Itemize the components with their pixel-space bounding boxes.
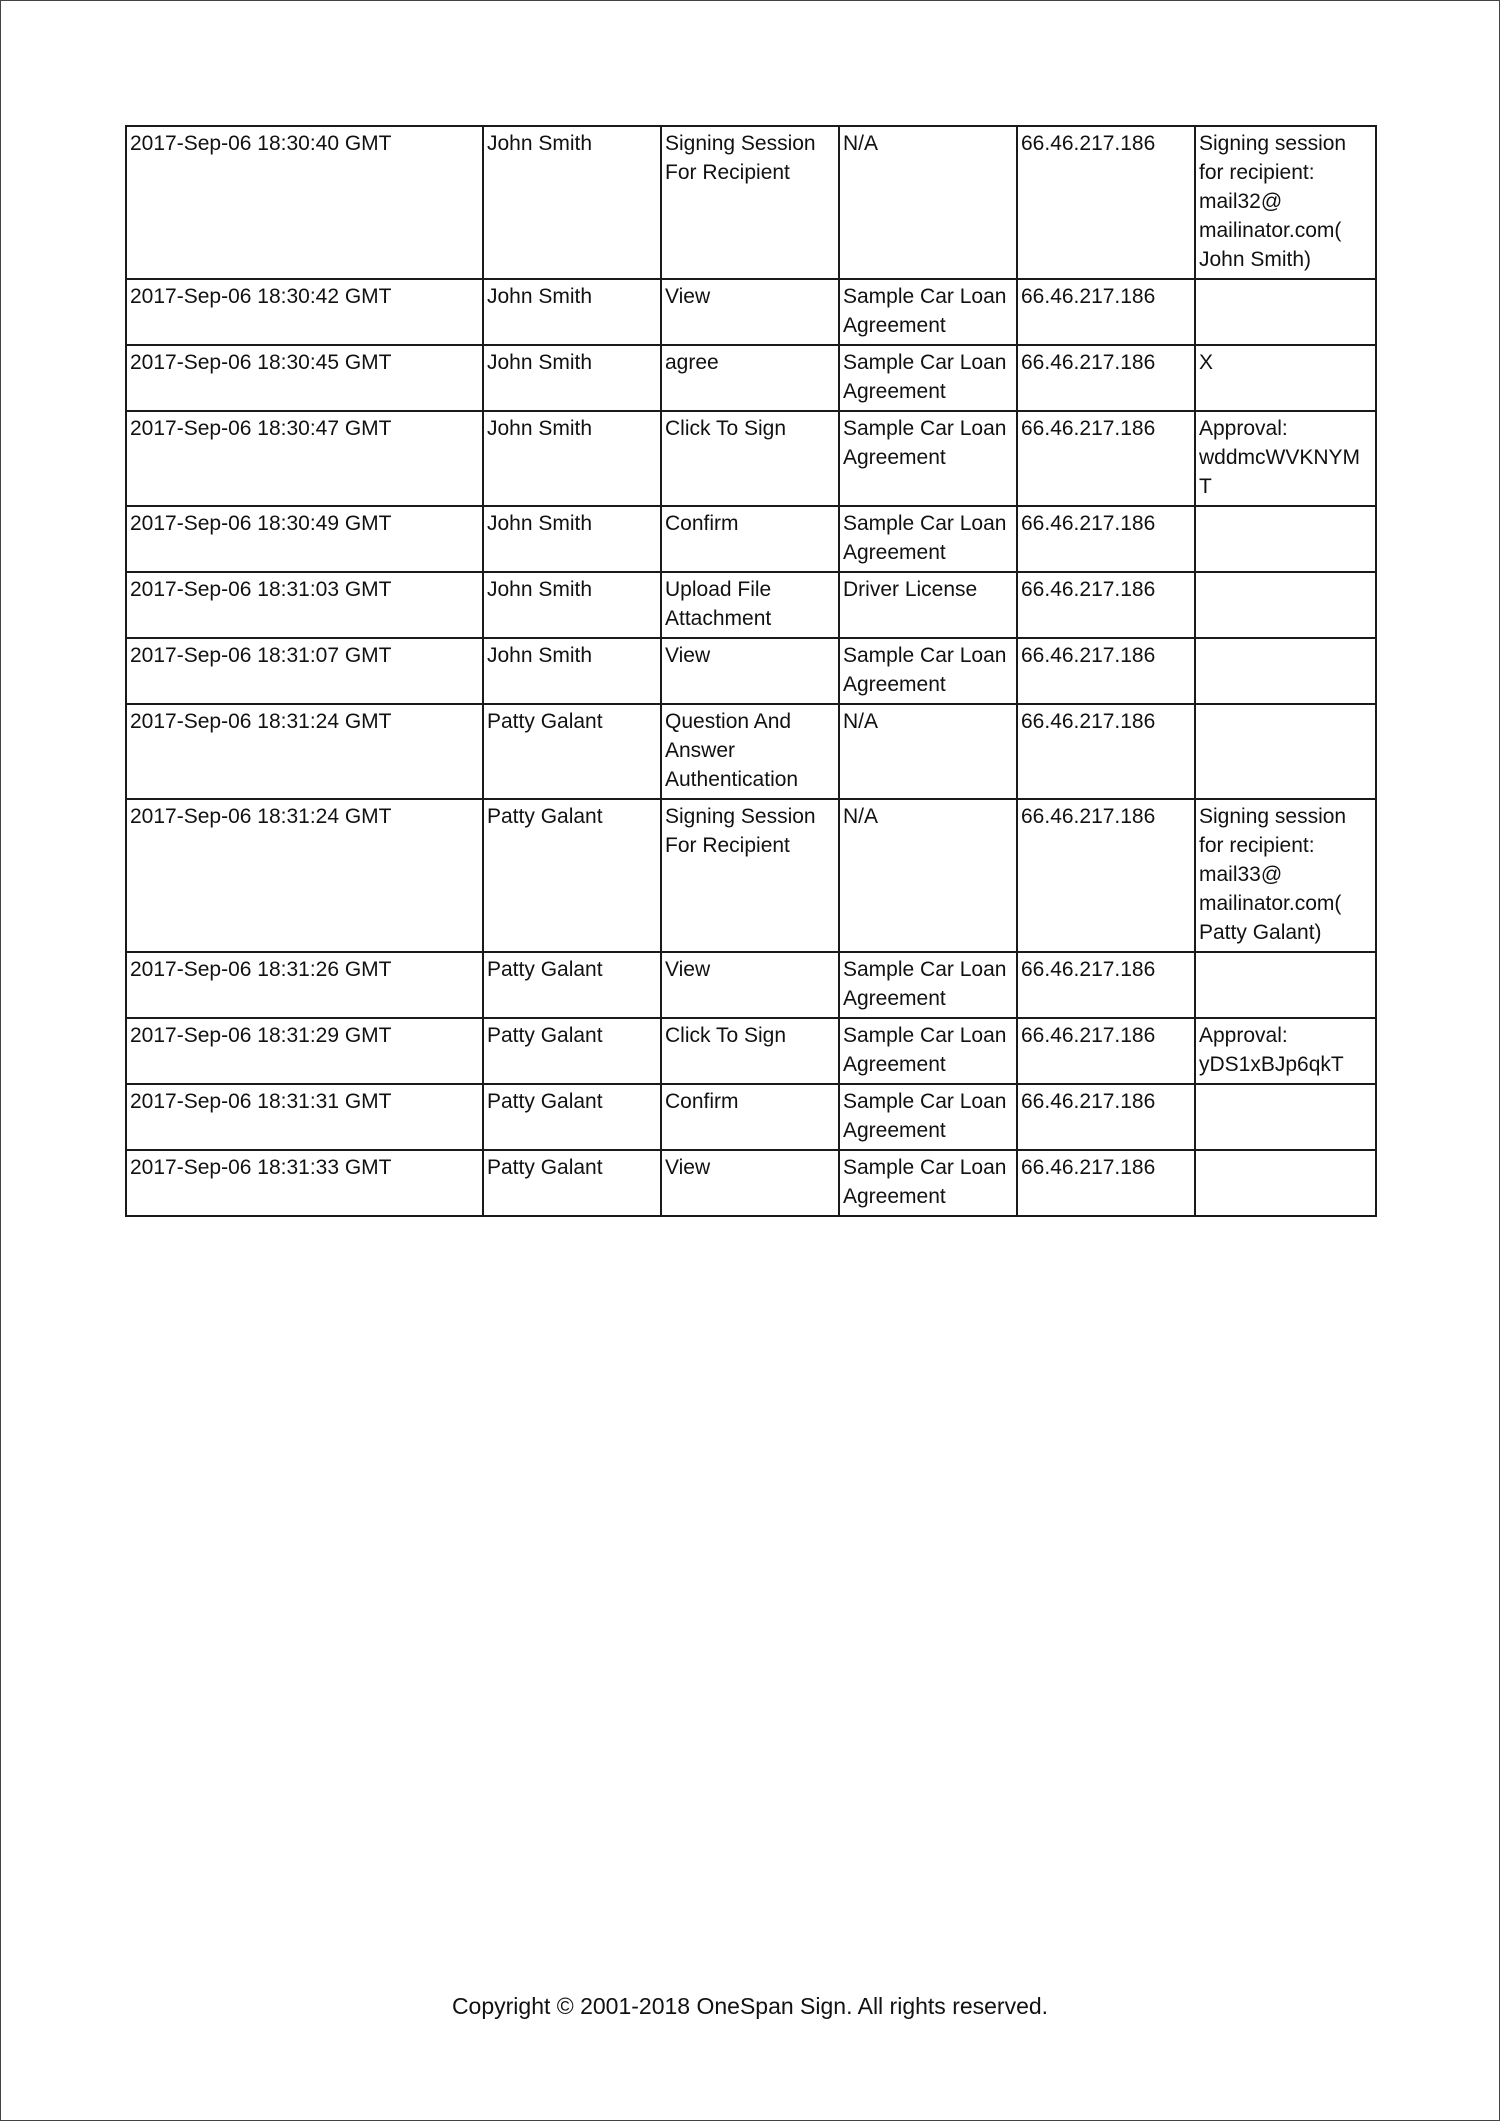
event-cell: Question And Answer Authentication: [661, 704, 839, 799]
table-row: [126, 411, 1376, 506]
date-cell: 2017-Sep-06 18:30:40 GMT: [126, 126, 483, 279]
table-row: [126, 638, 1376, 704]
audit-table-body: [126, 126, 1376, 1216]
document-cell: Sample Car Loan Agreement: [839, 638, 1017, 704]
document-cell: N/A: [839, 799, 1017, 952]
table-row: [126, 506, 1376, 572]
details-cell: [1195, 572, 1376, 638]
document-cell: Sample Car Loan Agreement: [839, 279, 1017, 345]
date-cell: 2017-Sep-06 18:31:24 GMT: [126, 799, 483, 952]
details-cell: [1195, 279, 1376, 345]
event-cell: Signing Session For Recipient: [661, 126, 839, 279]
ip-cell: 66.46.217.186: [1017, 704, 1195, 799]
details-cell: [1195, 506, 1376, 572]
user-cell: John Smith: [483, 411, 661, 506]
details-cell: Approval: yDS1xBJp6qkT: [1195, 1018, 1376, 1084]
user-cell: John Smith: [483, 506, 661, 572]
event-cell: Click To Sign: [661, 411, 839, 506]
ip-cell: 66.46.217.186: [1017, 1150, 1195, 1216]
ip-cell: 66.46.217.186: [1017, 572, 1195, 638]
date-cell: 2017-Sep-06 18:31:03 GMT: [126, 572, 483, 638]
date-cell: 2017-Sep-06 18:30:42 GMT: [126, 279, 483, 345]
ip-cell: 66.46.217.186: [1017, 799, 1195, 952]
document-cell: Sample Car Loan Agreement: [839, 1084, 1017, 1150]
ip-cell: 66.46.217.186: [1017, 1084, 1195, 1150]
ip-cell: 66.46.217.186: [1017, 126, 1195, 279]
document-cell: N/A: [839, 704, 1017, 799]
event-cell: Upload File Attachment: [661, 572, 839, 638]
table-row: [126, 1018, 1376, 1084]
user-cell: John Smith: [483, 279, 661, 345]
date-cell: 2017-Sep-06 18:31:24 GMT: [126, 704, 483, 799]
details-cell: [1195, 1150, 1376, 1216]
table-row: [126, 799, 1376, 952]
details-cell: [1195, 638, 1376, 704]
ip-cell: 66.46.217.186: [1017, 952, 1195, 1018]
copyright-footer: Copyright © 2001-2018 OneSpan Sign. All rights reserved.: [451, 1993, 1049, 2019]
date-cell: 2017-Sep-06 18:31:31 GMT: [126, 1084, 483, 1150]
ip-cell: 66.46.217.186: [1017, 638, 1195, 704]
date-cell: 2017-Sep-06 18:31:07 GMT: [126, 638, 483, 704]
event-cell: View: [661, 952, 839, 1018]
ip-cell: 66.46.217.186: [1017, 279, 1195, 345]
table-row: [126, 952, 1376, 1018]
user-cell: Patty Galant: [483, 1018, 661, 1084]
document-cell: Sample Car Loan Agreement: [839, 952, 1017, 1018]
document-cell: N/A: [839, 126, 1017, 279]
table-row: [126, 572, 1376, 638]
user-cell: Patty Galant: [483, 1084, 661, 1150]
event-cell: Signing Session For Recipient: [661, 799, 839, 952]
details-cell: X: [1195, 345, 1376, 411]
document-cell: Sample Car Loan Agreement: [839, 1150, 1017, 1216]
table-row: [126, 1084, 1376, 1150]
event-cell: Confirm: [661, 1084, 839, 1150]
user-cell: John Smith: [483, 126, 661, 279]
details-cell: [1195, 704, 1376, 799]
document-cell: Sample Car Loan Agreement: [839, 506, 1017, 572]
date-cell: 2017-Sep-06 18:30:47 GMT: [126, 411, 483, 506]
document-cell: Sample Car Loan Agreement: [839, 1018, 1017, 1084]
event-cell: Confirm: [661, 506, 839, 572]
date-cell: 2017-Sep-06 18:31:26 GMT: [126, 952, 483, 1018]
audit-trail-table: [125, 125, 1377, 1217]
details-cell: Signing session for recipient: mail33@ mailinator.com( Patty Galant): [1195, 799, 1376, 952]
details-cell: [1195, 952, 1376, 1018]
date-cell: 2017-Sep-06 18:30:45 GMT: [126, 345, 483, 411]
details-cell: Signing session for recipient: mail32@ mailinator.com( John Smith): [1195, 126, 1376, 279]
table-row: [126, 345, 1376, 411]
ip-cell: 66.46.217.186: [1017, 506, 1195, 572]
date-cell: 2017-Sep-06 18:31:29 GMT: [126, 1018, 483, 1084]
event-cell: View: [661, 1150, 839, 1216]
ip-cell: 66.46.217.186: [1017, 411, 1195, 506]
table-row: [126, 704, 1376, 799]
user-cell: John Smith: [483, 572, 661, 638]
user-cell: Patty Galant: [483, 799, 661, 952]
user-cell: John Smith: [483, 345, 661, 411]
details-cell: Approval: wddmcWVKNYMT: [1195, 411, 1376, 506]
user-cell: Patty Galant: [483, 704, 661, 799]
user-cell: John Smith: [483, 638, 661, 704]
table-row: [126, 1150, 1376, 1216]
table-row: [126, 279, 1376, 345]
user-cell: Patty Galant: [483, 1150, 661, 1216]
event-cell: Click To Sign: [661, 1018, 839, 1084]
document-cell: Sample Car Loan Agreement: [839, 411, 1017, 506]
user-cell: Patty Galant: [483, 952, 661, 1018]
details-cell: [1195, 1084, 1376, 1150]
date-cell: 2017-Sep-06 18:31:33 GMT: [126, 1150, 483, 1216]
event-cell: View: [661, 279, 839, 345]
ip-cell: 66.46.217.186: [1017, 345, 1195, 411]
ip-cell: 66.46.217.186: [1017, 1018, 1195, 1084]
table-row: [126, 126, 1376, 279]
document-cell: Sample Car Loan Agreement: [839, 345, 1017, 411]
date-cell: 2017-Sep-06 18:30:49 GMT: [126, 506, 483, 572]
event-cell: agree: [661, 345, 839, 411]
event-cell: View: [661, 638, 839, 704]
document-cell: Driver License: [839, 572, 1017, 638]
